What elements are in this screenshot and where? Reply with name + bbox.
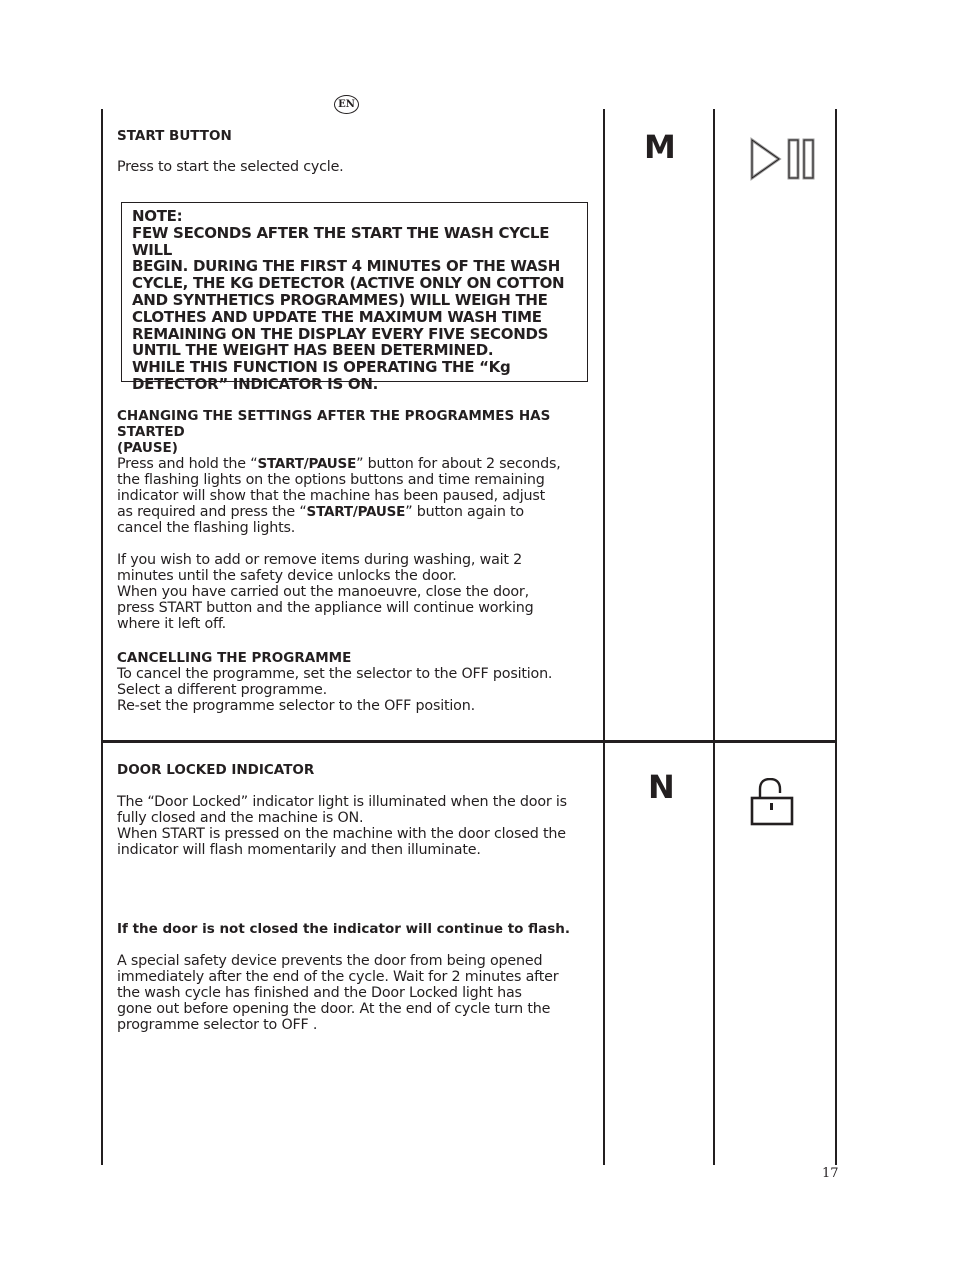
safety-line: gone out before opening the door. At the end of cycle turn the xyxy=(117,1001,551,1017)
section-divider xyxy=(102,740,837,743)
pause-text-line: the flashing lights on the options buttons and time remaining xyxy=(117,472,545,488)
add-items-line: minutes until the safety device unlocks the door. xyxy=(117,568,457,584)
pause-text-line: cancel the flashing lights. xyxy=(117,520,296,536)
start-button-block xyxy=(117,128,595,175)
frame-col3-line xyxy=(713,109,715,1165)
cancel-heading: CANCELLING THE PROGRAMME xyxy=(117,650,352,666)
note-line: FEW SECONDS AFTER THE START THE WASH CYCLE WILL xyxy=(132,223,550,259)
add-items-line: When you have carried out the manoeuvre, close the door, xyxy=(117,584,529,600)
frame-left-line xyxy=(101,109,103,1165)
safety-line: A special safety device prevents the door from being opened xyxy=(117,953,543,969)
pause-heading-sub: (PAUSE) xyxy=(117,440,178,456)
start-button-text: Press to start the selected cycle. xyxy=(117,159,344,175)
flash-note-block xyxy=(117,921,595,1033)
door-locked-line: indicator will flash momentarily and then illuminate. xyxy=(117,842,481,858)
note-line: DETECTOR” INDICATOR IS ON. xyxy=(132,374,378,393)
pause-text-line: as required and press the “START/PAUSE” button again to xyxy=(117,504,524,520)
start-pause-label: START/PAUSE xyxy=(306,504,406,520)
section-letter-m: M xyxy=(644,128,676,166)
door-locked-block xyxy=(117,762,595,858)
safety-line: immediately after the end of the cycle. Wait for 2 minutes after xyxy=(117,969,559,985)
add-items-line: where it left off. xyxy=(117,616,226,632)
kg-detector-note xyxy=(121,202,588,393)
safety-line: the wash cycle has finished and the Door Locked light has xyxy=(117,985,522,1001)
door-locked-line: fully closed and the machine is ON. xyxy=(117,810,364,826)
padlock-icon xyxy=(750,778,796,832)
start-pause-label: START/PAUSE xyxy=(257,456,357,472)
play-pause-icon xyxy=(749,136,817,186)
pause-heading: CHANGING THE SETTINGS AFTER THE PROGRAMMES HAS STARTED xyxy=(117,408,551,440)
door-locked-line: The “Door Locked” indicator light is illuminated when the door is xyxy=(117,794,567,810)
note-line: BEGIN. DURING THE FIRST 4 MINUTES OF THE WASH xyxy=(132,257,561,276)
frame-right-line xyxy=(835,109,837,1165)
cancel-line: To cancel the programme, set the selector to the OFF position. xyxy=(117,666,553,682)
pause-text-line: Press and hold the “START/PAUSE” button for about 2 seconds, xyxy=(117,456,561,472)
start-button-heading: START BUTTON xyxy=(117,128,232,144)
door-locked-line: When START is pressed on the machine with the door closed the xyxy=(117,826,566,842)
section-letter-n: N xyxy=(648,768,675,806)
pause-text-line: indicator will show that the machine has been paused, adjust xyxy=(117,488,546,504)
add-items-line: press START button and the appliance will continue working xyxy=(117,600,534,616)
note-line: NOTE: xyxy=(132,207,183,225)
language-badge: EN xyxy=(334,95,359,114)
note-line: CYCLE, THE KG DETECTOR (ACTIVE ONLY ON COTTON xyxy=(132,274,565,293)
note-line: CLOTHES AND UPDATE THE MAXIMUM WASH TIME xyxy=(132,307,542,326)
pause-block xyxy=(117,408,595,714)
cancel-line: Re-set the programme selector to the OFF position. xyxy=(117,698,475,714)
flash-note: If the door is not closed the indicator will continue to flash. xyxy=(117,921,571,937)
cancel-line: Select a different programme. xyxy=(117,682,327,698)
door-locked-heading: DOOR LOCKED INDICATOR xyxy=(117,762,315,778)
safety-line: programme selector to OFF . xyxy=(117,1017,318,1033)
page-number: 17 xyxy=(822,1166,839,1181)
note-line: WHILE THIS FUNCTION IS OPERATING THE “Kg xyxy=(132,358,511,377)
frame-col2-line xyxy=(603,109,605,1165)
note-line: UNTIL THE WEIGHT HAS BEEN DETERMINED. xyxy=(132,341,494,360)
note-line: REMAINING ON THE DISPLAY EVERY FIVE SECONDS xyxy=(132,324,549,343)
note-line: AND SYNTHETICS PROGRAMMES) WILL WEIGH THE xyxy=(132,290,548,309)
add-items-line: If you wish to add or remove items during washing, wait 2 xyxy=(117,552,523,568)
